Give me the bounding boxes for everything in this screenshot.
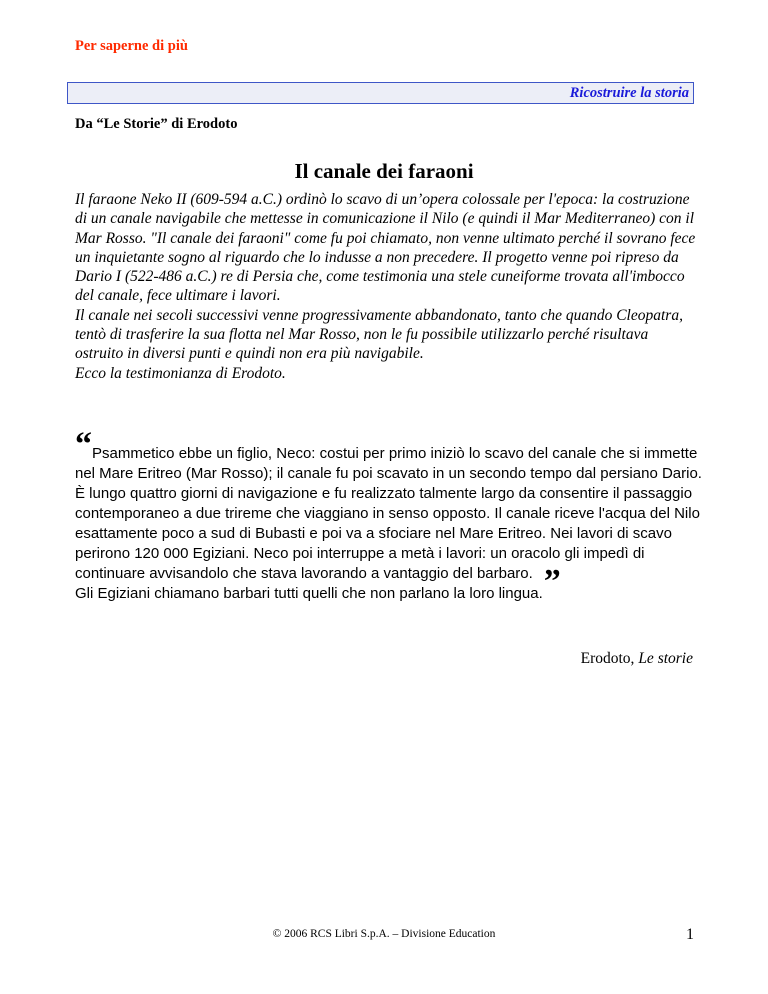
quote-paragraph: È lungo quattro giorni di navigazione e fu realizzato talmente largo da consentire il passaggio contemporaneo a due trireme che viaggiano in senso opposto. Il canale riceve l'acqua del Nilo esattamente poco a sud di Bubasti e poi va a sfociare nel Mare Eritreo. Nei lavori di scavo perirono 120 000 Egiziani. Neco poi interruppe a metà i lavori: un oracolo gli impedì di continuare avvisandolo che stava lavorando a vantaggio del barbaro. [75,485,700,582]
attribution [581,650,693,668]
page-number: 1 [686,926,694,943]
intro-paragraph: Ecco la testimonianza di Erodoto. [75,364,286,382]
quote-text: Psammetico ebbe un figlio, Neco: costui per primo iniziò lo scavo del canale che si immette nel Mare Eritreo (Mar Rosso); il canale fu poi scavato in un secondo tempo dal persiano Dario. [75,445,702,482]
herodotus-quote [75,426,705,604]
attribution-work: Le storie [638,650,693,667]
top-label: Per saperne di più [75,38,188,54]
footer-copyright: © 2006 RCS Libri S.p.A. – Divisione Education [272,928,496,940]
quote-paragraph [75,563,705,604]
source-label: Da “Le Storie” di Erodoto [75,116,238,132]
page-title: Il canale dei faraoni [294,159,474,183]
intro-text [75,190,700,383]
quote-text: Gli Egiziani chiamano barbari tutti quelli che non parlano la loro lingua. [75,585,543,602]
section-bar [67,82,694,104]
attribution-author: Erodoto, [580,650,635,667]
quote-paragraph [75,426,705,484]
intro-paragraph: Il faraone Neko II (609-594 a.C.) ordinò lo scavo di un’opera colossale per l'epoca: la costruzione di un canale navigabile che mettesse in comunicazione il Nilo (e quindi il Mar Mediterraneo) con il Mar Rosso. "Il canale dei faraoni" come fu poi chiamato, non venne ultimato perché il sovrano fece un inquietante sogno al riguardo che lo indusse a non precedere. Il progetto venne poi ripreso da Dario I (522-486 a.C.) re di Persia che, come testimonia una stele cuneiforme trovata all'imbocco del canale, fece ultimare i lavori. [75,191,696,305]
close-quote-mark: ” [543,563,561,600]
open-quote-mark: “ [75,426,92,463]
intro-paragraph: Il canale nei secoli successivi venne progressivamente abbandonato, tanto che quando Cleopatra, tentò di trasferire la sua flotta nel Mar Rosso, non le fu possibile utilizzarlo perché risultava ostruito in diversi punti e quindi non era più navigabile. [75,306,683,363]
section-title: Ricostruire la storia [569,85,689,101]
